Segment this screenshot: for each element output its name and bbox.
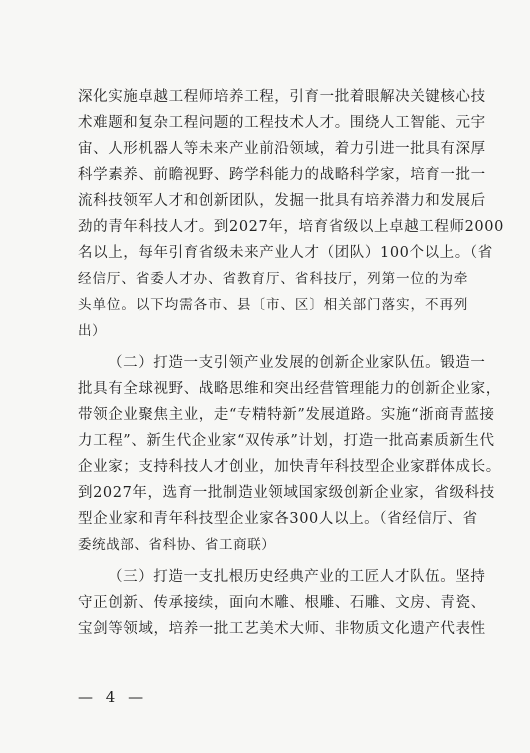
text-line: 术难题和复杂工程问题的工程技术人才。围绕人工智能、元宇 xyxy=(78,115,486,131)
text-line: 科学素养、前瞻视野、跨学科能力的战略科学家，培育一批一 xyxy=(78,167,486,183)
text-line: 批具有全球视野、战略思维和突出经营管理能力的创新企业家， xyxy=(78,381,501,397)
page-number: — 4 — xyxy=(78,688,148,706)
text-line: 型企业家和青年科技型企业家各300人以上。（省经信厅、省 xyxy=(78,511,478,527)
section-heading-line: （二）打造一支引领产业发展的创新企业家队伍。锻造一 xyxy=(108,355,486,371)
text-line: 头单位。以下均需各市、县〔市、区〕相关部门落实，不再列 xyxy=(78,297,468,313)
text-line: 深化实施卓越工程师培养工程，引育一批着眼解决关键核心技 xyxy=(78,89,486,105)
paragraph-entrepreneurs xyxy=(78,350,501,558)
text-line: 经信厅、省委人才办、省教育厅、省科技厅，列第一位的为牵 xyxy=(78,271,468,287)
text-line: 宝剑等领域，培养一批工艺美术大师、非物质文化遗产代表性 xyxy=(78,621,486,637)
text-line: 出） xyxy=(78,323,107,339)
text-line: 到2027年，选育一批制造业领域国家级创新企业家，省级科技 xyxy=(78,485,495,501)
text-line: 宙、人形机器人等未来产业前沿领域，着力引进一批具有深厚 xyxy=(78,141,486,157)
text-line: 名以上，每年引育省级未来产业人才（团队）100个以上。（省 xyxy=(78,245,493,261)
paragraph-craftsmen xyxy=(78,564,486,642)
text-line: 守正创新、传承接续，面向木雕、根雕、石雕、文房、青瓷、 xyxy=(78,595,486,611)
text-line: 力工程”、新生代企业家“双传承”计划，打造一批高素质新生代 xyxy=(78,433,495,449)
paragraph-talent-engineers xyxy=(78,84,504,344)
text-line: 带领企业聚焦主业，走“专精特新”发展道路。实施“浙商青蓝接 xyxy=(78,407,495,423)
section-heading-line: （三）打造一支扎根历史经典产业的工匠人才队伍。坚持 xyxy=(108,569,486,585)
text-line: 劲的青年科技人才。到2027年，培育省级以上卓越工程师2000 xyxy=(78,219,504,235)
text-line: 委统战部、省科协、省工商联） xyxy=(78,537,276,553)
text-line: 企业家；支持科技人才创业，加快青年科技型企业家群体成长。 xyxy=(78,459,501,475)
text-line: 流科技领军人才和创新团队，发掘一批具有培养潜力和发展后 xyxy=(78,193,486,209)
